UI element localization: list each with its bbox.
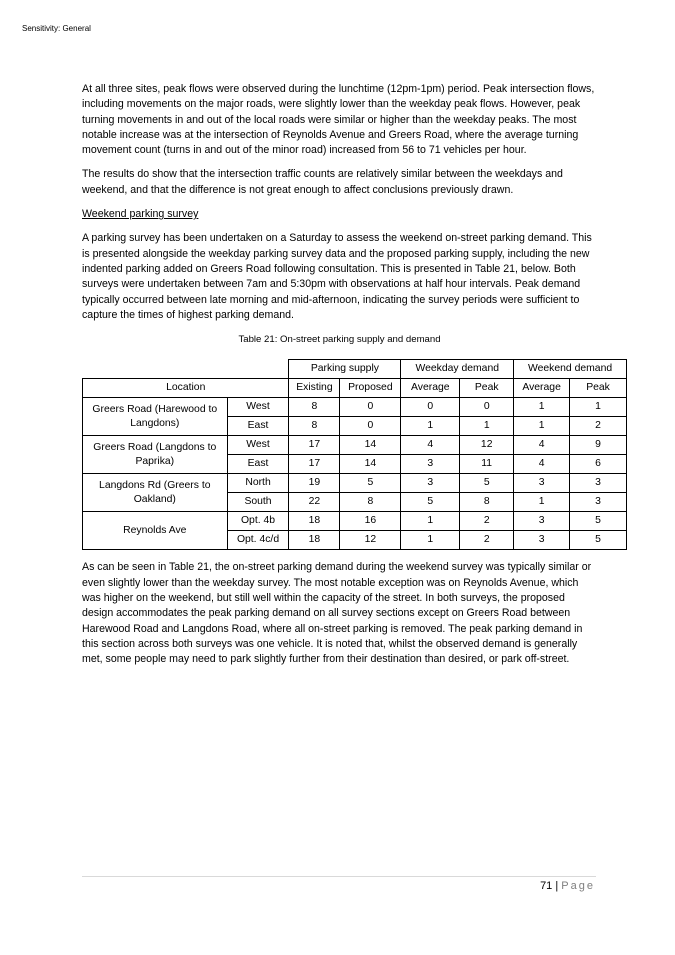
side-cell: Opt. 4b: [227, 512, 289, 531]
value-cell: 19: [289, 474, 340, 493]
value-cell: 5: [340, 474, 401, 493]
value-cell: 0: [340, 398, 401, 417]
paragraph-results: The results do show that the intersection traffic counts are relatively similar between the weekdays and weekend, and that the difference is not great enough to affect conclusions previously drawn.: [82, 168, 563, 196]
table-sub-header-row: [83, 379, 627, 398]
value-cell: 1: [514, 398, 570, 417]
value-cell: 4: [514, 455, 570, 474]
value-cell: 12: [460, 436, 514, 455]
location-cell: Greers Road (Harewood to Langdons): [83, 398, 228, 436]
header-parking-supply: Parking supply: [289, 360, 401, 379]
value-cell: 1: [514, 417, 570, 436]
page-separator: |: [555, 880, 559, 892]
value-cell: 3: [514, 474, 570, 493]
value-cell: 1: [401, 531, 460, 550]
sensitivity-label: Sensitivity: General: [22, 24, 91, 33]
footer-divider: [82, 876, 596, 877]
value-cell: 8: [289, 417, 340, 436]
paragraph-parking-survey: A parking survey has been undertaken on a Saturday to assess the weekend on-street parking demand. This is presented alongside the weekday parking survey data and the proposed parking supply, including the new indented parking added on Greers Road following consultation. This is presented in Table 21, below. Both surveys were undertaken between 7am and 5:30pm with observations at half hour intervals. Peak demand typically occurred between late morning and mid-afternoon, indicating the survey periods were sufficient to capture the times of highest parking demand.: [82, 232, 592, 321]
value-cell: 3: [570, 493, 627, 512]
value-cell: 4: [401, 436, 460, 455]
value-cell: 18: [289, 512, 340, 531]
value-cell: 2: [460, 512, 514, 531]
value-cell: 1: [401, 417, 460, 436]
paragraph-peak-flows: At all three sites, peak flows were observed during the lunchtime (12pm-1pm) period. Peak intersection flows, including movements on the major roads, were slightly lower than the weekday peak flows. However, peak turning movements in and out of the local roads were similar or higher than the weekday peaks. The most notable increase was at the intersection of Reynolds Avenue and Greers Road, where the average turning movement count (turns in and out of the minor road) increased from 56 to 71 vehicles per hour.: [82, 83, 595, 157]
value-cell: 1: [401, 512, 460, 531]
value-cell: 22: [289, 493, 340, 512]
value-cell: 0: [460, 398, 514, 417]
page-number-footer: [540, 880, 595, 892]
value-cell: 1: [570, 398, 627, 417]
header-weekday-average: Average: [401, 379, 460, 398]
value-cell: 5: [460, 474, 514, 493]
value-cell: 8: [340, 493, 401, 512]
value-cell: 2: [570, 417, 627, 436]
value-cell: 0: [401, 398, 460, 417]
value-cell: 3: [401, 455, 460, 474]
value-cell: 18: [289, 531, 340, 550]
value-cell: 3: [514, 531, 570, 550]
value-cell: 3: [570, 474, 627, 493]
value-cell: 3: [401, 474, 460, 493]
header-proposed: Proposed: [340, 379, 401, 398]
value-cell: 1: [460, 417, 514, 436]
value-cell: 6: [570, 455, 627, 474]
table-row: [83, 512, 627, 531]
value-cell: 1: [514, 493, 570, 512]
value-cell: 4: [514, 436, 570, 455]
header-weekend-peak: Peak: [570, 379, 627, 398]
table-blank-cell: [83, 360, 289, 379]
value-cell: 5: [570, 512, 627, 531]
side-cell: East: [227, 417, 289, 436]
value-cell: 9: [570, 436, 627, 455]
table-row: [83, 474, 627, 493]
side-cell: West: [227, 398, 289, 417]
value-cell: 8: [289, 398, 340, 417]
value-cell: 5: [570, 531, 627, 550]
document-body: [82, 82, 613, 677]
value-cell: 5: [401, 493, 460, 512]
value-cell: 2: [460, 531, 514, 550]
value-cell: 14: [340, 455, 401, 474]
header-location: Location: [83, 379, 289, 398]
side-cell: West: [227, 436, 289, 455]
location-cell: Reynolds Ave: [83, 512, 228, 550]
side-cell: North: [227, 474, 289, 493]
header-weekday-demand: Weekday demand: [401, 360, 514, 379]
parking-table: [82, 359, 627, 550]
value-cell: 8: [460, 493, 514, 512]
value-cell: 17: [289, 436, 340, 455]
section-heading: Weekend parking survey: [82, 208, 199, 221]
page-word: Page: [561, 880, 595, 892]
side-cell: East: [227, 455, 289, 474]
value-cell: 16: [340, 512, 401, 531]
table-row: [83, 436, 627, 455]
header-weekend-demand: Weekend demand: [514, 360, 627, 379]
location-cell: Greers Road (Langdons to Paprika): [83, 436, 228, 474]
value-cell: 12: [340, 531, 401, 550]
header-weekday-peak: Peak: [460, 379, 514, 398]
table-row: [83, 398, 627, 417]
header-weekend-average: Average: [514, 379, 570, 398]
table-caption: Table 21: On-street parking supply and demand: [238, 334, 441, 346]
page-number: 71: [540, 880, 553, 892]
header-existing: Existing: [289, 379, 340, 398]
value-cell: 17: [289, 455, 340, 474]
paragraph-table-discussion: As can be seen in Table 21, the on-street parking demand during the weekend survey was typically similar or even slightly lower than the weekday survey. The most notable exception was on Reynolds Avenue, which was higher on the weekend, but still well within the capacity of the street. In both surveys, the proposed design accommodates the peak parking demand on all survey sections except on Greers Road between Harewood Road and Langdons Road, where all on-street parking is removed. The peak parking demand in this section across both surveys was one vehicle. It is noted that, whilst the observed demand is generally met, some people may need to park slightly further from their destination than desired, or park off-street.: [82, 561, 592, 666]
side-cell: South: [227, 493, 289, 512]
location-cell: Langdons Rd (Greers to Oakland): [83, 474, 228, 512]
value-cell: 3: [514, 512, 570, 531]
value-cell: 14: [340, 436, 401, 455]
table-group-header-row: [83, 360, 627, 379]
side-cell: Opt. 4c/d: [227, 531, 289, 550]
value-cell: 11: [460, 455, 514, 474]
value-cell: 0: [340, 417, 401, 436]
